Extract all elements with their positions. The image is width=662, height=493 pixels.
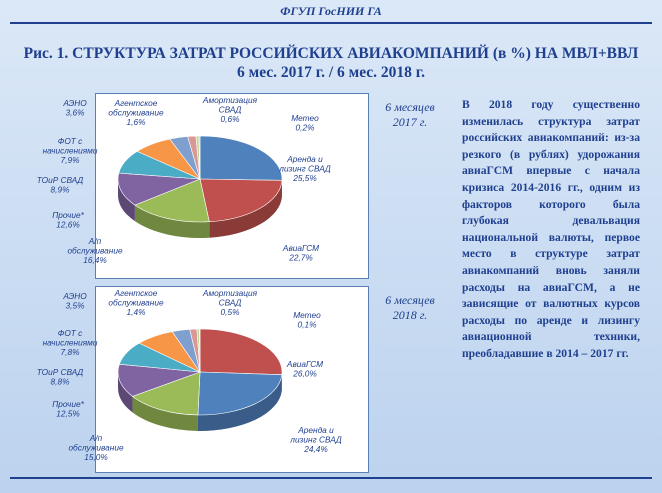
pie-category-label: ТОиР СВАД — [36, 367, 84, 377]
pie-label-prochie — [52, 399, 84, 419]
pie-label-aeno — [62, 291, 87, 311]
pie-category-label: ФОТ с — [57, 136, 83, 146]
pie-label-ap — [67, 236, 123, 265]
pie-category-label: Амортизация — [202, 288, 258, 298]
pie-category-label: ТОиР СВАД — [36, 175, 84, 185]
pie-label-amort — [202, 288, 258, 317]
pie-category-label: А/п — [89, 433, 103, 443]
pie-label-aeno — [62, 98, 87, 118]
pie-category-label: Прочие* — [52, 399, 84, 409]
figure-title-line2: 6 мес. 2017 г. / 6 мес. 2018 г. — [237, 64, 425, 81]
pie-value-label: 25,5% — [293, 173, 317, 184]
pie-value-label: 0,2% — [295, 122, 315, 133]
pie-category-label: АвиаГСМ — [282, 243, 320, 253]
pie-chart-2017 — [36, 93, 369, 279]
pie-category-label: СВАД — [218, 104, 242, 115]
pie-chart-2017-svg — [36, 94, 368, 278]
pie-value-label: 8,8% — [50, 376, 70, 387]
pie-value-label: 12,6% — [56, 219, 80, 230]
pie-label-arenda — [278, 154, 331, 183]
pie-value-label: 24,4% — [304, 444, 328, 455]
pie-label-fot — [43, 136, 98, 165]
pie-slice-aviagsm — [200, 329, 282, 375]
pie-label-amort — [202, 95, 258, 124]
commentary-text: В 2018 году существенно изменилась структура затрат российских авиакомпаний: из-за резкого (в рублях) удорожания авиаГСМ впервые с начала кризиса 2014-2016 гг., одним из факторов которого была глубокая девальвация национальной валюты, первое место в структуре затрат авиакомпаний вновь заняли расходы на авиаГСМ, а не зависящие от валютных курсов расходы по аренде и лизингу авиационной техники, преобладавшие в 2014 – 2017 гг. — [462, 98, 640, 360]
header-org: ФГУП ГосНИИ ГА — [280, 4, 382, 18]
period-2017-line2: 2017 г. — [392, 115, 428, 129]
pie-value-label: 7,9% — [60, 155, 80, 166]
pie-category-label: АвиаГСМ — [286, 359, 324, 369]
pie-category-label: начислениями — [42, 145, 98, 156]
pie-label-toir — [37, 367, 84, 387]
period-2018-line2: 2018 г. — [392, 308, 428, 322]
pie-slice-arenda — [200, 136, 282, 180]
period-label-2017 — [375, 100, 445, 130]
period-label-2018 — [375, 293, 445, 323]
period-2017-line1: 6 месяцев — [385, 100, 435, 114]
pie-category-label: обслуживание — [67, 245, 123, 256]
pie-value-label: 1,4% — [126, 307, 146, 318]
pie-category-label: Агентское — [114, 288, 158, 298]
pie-label-aviagsm — [282, 243, 319, 263]
pie-value-label: 16,4% — [83, 255, 107, 266]
pie-category-label: Амортизация — [202, 95, 258, 105]
pie-category-label: лизинг СВАД — [279, 163, 331, 174]
pie-label-agent — [108, 288, 164, 317]
pie-category-label: АЭНО — [63, 98, 87, 108]
pie-label-ap — [68, 433, 124, 462]
pie-value-label: 0,6% — [220, 114, 240, 125]
pie-category-label: СВАД — [218, 297, 242, 308]
pie-value-label: 3,6% — [65, 107, 85, 118]
pie-label-prochie — [52, 210, 84, 230]
pie-category-label: Метео — [293, 310, 321, 320]
pie-category-label: обслуживание — [108, 297, 164, 308]
period-2018-line1: 6 месяцев — [385, 293, 435, 307]
pie-category-label: Прочие* — [52, 210, 84, 220]
pie-category-label: Метео — [291, 113, 319, 123]
pie-value-label: 22,7% — [289, 252, 313, 263]
pie-value-label: 1,6% — [126, 117, 146, 128]
pie-category-label: начислениями — [42, 337, 98, 348]
pie-label-arenda — [289, 425, 342, 454]
pie-value-label: 26,0% — [293, 368, 317, 379]
pie-category-label: лизинг СВАД — [290, 434, 342, 445]
pie-category-label: А/п — [88, 236, 102, 246]
pie-label-fot — [43, 328, 98, 357]
pie-category-label: ФОТ с — [57, 328, 83, 338]
pie-category-label: Аренда и — [287, 154, 323, 164]
figure-title-line1: Рис. 1. СТРУКТУРА ЗАТРАТ РОССИЙСКИХ АВИАКОМПАНИЙ (в %) НА МВЛ+ВВЛ — [23, 45, 639, 62]
pie-chart-2018-svg — [36, 287, 368, 472]
pie-value-label: 8,9% — [50, 184, 70, 195]
pie-label-agent — [108, 98, 164, 127]
pie-category-label: Агентское — [114, 98, 158, 108]
pie-category-label: обслуживание — [68, 442, 124, 453]
pie-value-label: 15,0% — [84, 452, 108, 463]
pie-label-meteo — [291, 113, 319, 133]
pie-label-toir — [37, 175, 84, 195]
pie-value-label: 3,5% — [65, 300, 85, 311]
pie-category-label: обслуживание — [108, 107, 164, 118]
pie-category-label: Аренда и — [298, 425, 334, 435]
pie-value-label: 12,5% — [56, 408, 80, 419]
pie-value-label: 0,5% — [220, 307, 240, 318]
figure-title — [0, 44, 662, 82]
bottom-divider — [10, 477, 652, 479]
pie-chart-2018 — [36, 286, 369, 473]
pie-value-label: 7,8% — [60, 347, 80, 358]
pie-label-aviagsm — [286, 359, 323, 379]
pie-value-label: 0,1% — [297, 319, 317, 330]
top-divider — [10, 22, 652, 24]
pie-category-label: АЭНО — [63, 291, 87, 301]
pie-label-meteo — [293, 310, 321, 330]
